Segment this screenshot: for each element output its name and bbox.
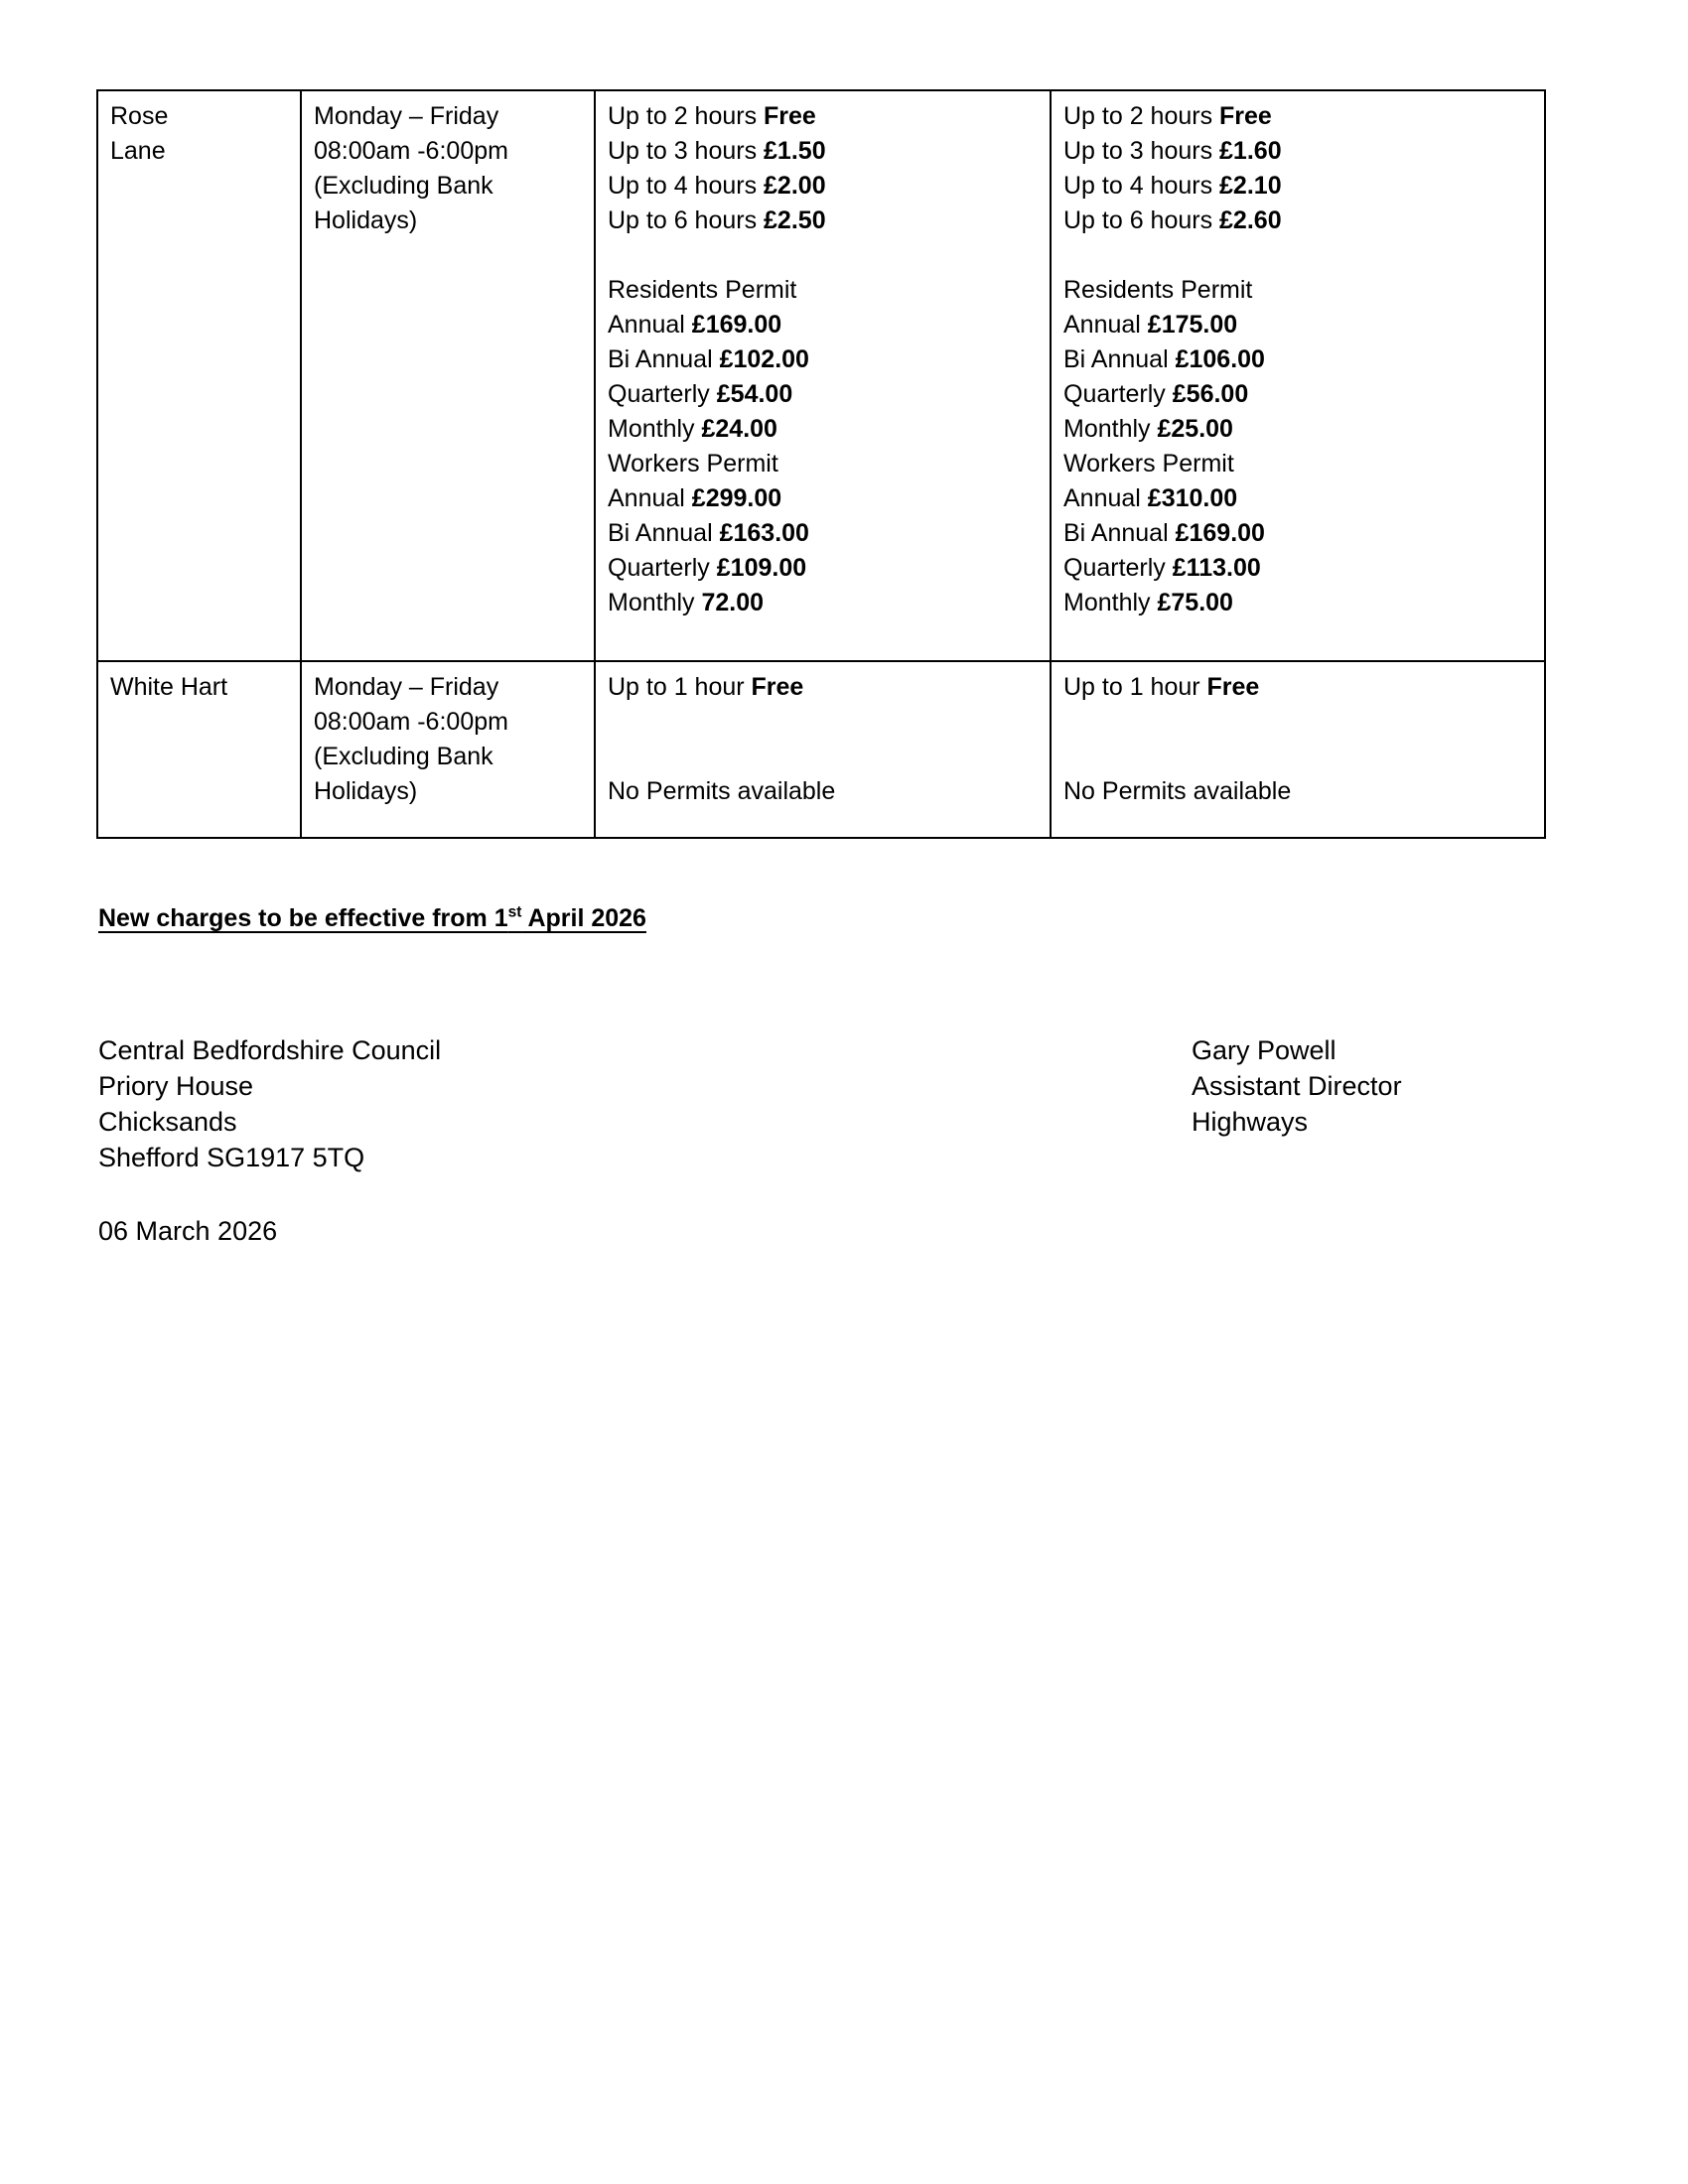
cell-new-charges — [1051, 90, 1545, 661]
price-list — [608, 670, 1040, 809]
price-label: No Permits available — [608, 777, 836, 805]
document-date: 06 March 2026 — [98, 1216, 278, 1246]
price-label: Bi Annual — [608, 345, 720, 373]
price-line — [1063, 308, 1534, 342]
price-label: Quarterly — [1063, 380, 1173, 408]
table-body — [97, 90, 1545, 838]
price-label: Up to 3 hours — [1063, 137, 1220, 165]
price-label: Bi Annual — [1063, 345, 1176, 373]
price-label: Quarterly — [608, 554, 717, 582]
price-line — [608, 169, 1040, 204]
effective-heading-text: New charges to be effective from 1 — [98, 904, 508, 932]
price-label: Bi Annual — [608, 519, 720, 547]
price-label: Quarterly — [1063, 554, 1173, 582]
price-value: £113.00 — [1172, 554, 1261, 582]
table-row — [97, 661, 1545, 838]
hours-line: 08:00am -6:00pm — [314, 137, 508, 165]
price-line — [608, 204, 1040, 238]
location-line: Rose — [110, 102, 169, 130]
price-value: £2.00 — [764, 172, 826, 200]
price-label: Up to 2 hours — [1063, 102, 1220, 130]
price-label: Bi Annual — [1063, 519, 1176, 547]
price-value: £24.00 — [701, 415, 777, 443]
price-value: Free — [751, 673, 804, 701]
price-label: Annual — [608, 311, 692, 339]
cell-current-charges — [595, 661, 1051, 838]
price-label: Workers Permit — [1063, 450, 1234, 478]
price-value: £163.00 — [719, 519, 809, 547]
price-value: £25.00 — [1157, 415, 1233, 443]
price-line — [1063, 774, 1534, 809]
price-line — [1063, 412, 1534, 447]
price-label: Monthly — [608, 589, 702, 616]
price-line — [608, 447, 1040, 481]
price-line — [1063, 273, 1534, 308]
price-label: Up to 2 hours — [608, 102, 765, 130]
price-label: Monthly — [1063, 415, 1158, 443]
price-value: £310.00 — [1147, 484, 1238, 512]
price-line — [1063, 204, 1534, 238]
price-value: £299.00 — [691, 484, 782, 512]
price-line — [608, 516, 1040, 551]
signatory-name: Gary Powell — [1192, 1035, 1336, 1065]
price-line — [608, 342, 1040, 377]
price-label: Up to 1 hour — [608, 673, 752, 701]
price-line — [1063, 551, 1534, 586]
cell-operating-hours — [301, 661, 595, 838]
price-value: £75.00 — [1157, 589, 1233, 616]
price-line — [1063, 516, 1534, 551]
price-line — [608, 551, 1040, 586]
price-value: 72.00 — [701, 589, 765, 616]
hours-line: Monday – Friday — [314, 102, 499, 130]
price-line — [608, 238, 1040, 273]
price-list — [608, 99, 1040, 620]
price-list — [1063, 99, 1534, 620]
price-line — [608, 308, 1040, 342]
price-value: £175.00 — [1147, 311, 1238, 339]
hours-line: (Excluding Bank — [314, 743, 493, 770]
price-label: Workers Permit — [608, 450, 778, 478]
cell-operating-hours — [301, 90, 595, 661]
address-line: Chicksands — [98, 1107, 237, 1137]
price-value: £2.50 — [764, 206, 826, 234]
price-label: Residents Permit — [608, 276, 797, 304]
cell-location — [97, 661, 301, 838]
price-line — [1063, 169, 1534, 204]
effective-date-heading — [98, 901, 646, 935]
ordinal-suffix: st — [507, 903, 522, 921]
price-value: £1.60 — [1219, 137, 1282, 165]
location-line: Lane — [110, 137, 166, 165]
price-value: £2.60 — [1219, 206, 1282, 234]
price-line — [608, 273, 1040, 308]
parking-charges-table — [96, 89, 1546, 839]
price-label: Up to 3 hours — [608, 137, 765, 165]
price-line — [608, 740, 1040, 774]
price-line — [1063, 447, 1534, 481]
price-label: No Permits available — [1063, 777, 1292, 805]
price-line — [608, 774, 1040, 809]
price-label: Residents Permit — [1063, 276, 1253, 304]
price-value: £2.10 — [1219, 172, 1282, 200]
price-line — [1063, 134, 1534, 169]
hours-line: Holidays) — [314, 777, 418, 805]
price-line — [608, 586, 1040, 620]
price-value: Free — [1219, 102, 1272, 130]
price-value: £109.00 — [716, 554, 807, 582]
price-line — [1063, 586, 1534, 620]
hours-line: 08:00am -6:00pm — [314, 708, 508, 736]
price-line — [1063, 740, 1534, 774]
effective-heading-tail: April 2026 — [521, 904, 646, 932]
price-line — [1063, 238, 1534, 273]
price-label: Monthly — [608, 415, 702, 443]
address-line: Priory House — [98, 1071, 254, 1101]
price-line — [608, 412, 1040, 447]
hours-line: Monday – Friday — [314, 673, 499, 701]
price-value: Free — [764, 102, 816, 130]
price-line — [1063, 705, 1534, 740]
price-line — [608, 705, 1040, 740]
price-line — [608, 99, 1040, 134]
location-line: White Hart — [110, 673, 228, 701]
signatory-title: Assistant Director — [1192, 1071, 1402, 1101]
price-line — [1063, 670, 1534, 705]
price-line — [1063, 342, 1534, 377]
price-line — [608, 377, 1040, 412]
price-label: Up to 1 hour — [1063, 673, 1207, 701]
cell-current-charges — [595, 90, 1051, 661]
price-label: Annual — [608, 484, 692, 512]
price-line — [1063, 99, 1534, 134]
price-value: Free — [1206, 673, 1260, 701]
hours-line: Holidays) — [314, 206, 418, 234]
council-address-block — [98, 1032, 441, 1175]
price-line — [608, 670, 1040, 705]
price-value: £169.00 — [1175, 519, 1265, 547]
price-value: £56.00 — [1172, 380, 1249, 408]
cell-location — [97, 90, 301, 661]
price-line — [1063, 377, 1534, 412]
address-line: Shefford SG1917 5TQ — [98, 1143, 365, 1172]
table-row — [97, 90, 1545, 661]
price-label: Up to 6 hours — [608, 206, 765, 234]
signatory-block — [1192, 1032, 1402, 1140]
price-label: Annual — [1063, 484, 1148, 512]
hours-line: (Excluding Bank — [314, 172, 493, 200]
price-line — [608, 481, 1040, 516]
price-line — [1063, 481, 1534, 516]
price-label: Up to 4 hours — [608, 172, 765, 200]
price-label: Up to 4 hours — [1063, 172, 1220, 200]
price-label: Annual — [1063, 311, 1148, 339]
price-value: £102.00 — [719, 345, 809, 373]
price-list — [1063, 670, 1534, 809]
price-value: £106.00 — [1175, 345, 1265, 373]
price-label: Quarterly — [608, 380, 717, 408]
price-value: £54.00 — [716, 380, 793, 408]
price-value: £169.00 — [691, 311, 782, 339]
price-value: £1.50 — [764, 137, 826, 165]
price-line — [608, 134, 1040, 169]
price-label: Up to 6 hours — [1063, 206, 1220, 234]
cell-new-charges — [1051, 661, 1545, 838]
price-label: Monthly — [1063, 589, 1158, 616]
address-line: Central Bedfordshire Council — [98, 1035, 442, 1065]
signatory-department: Highways — [1192, 1107, 1309, 1137]
